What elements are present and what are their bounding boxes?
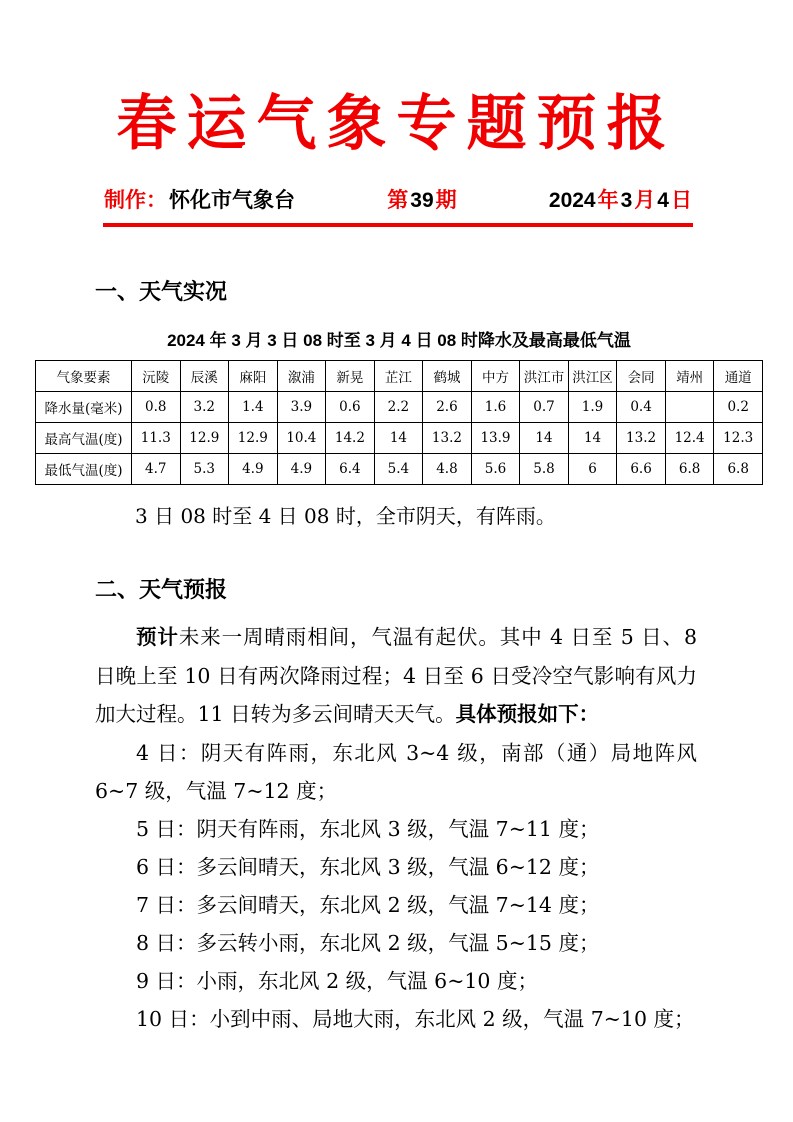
body-content bbox=[0, 501, 793, 1038]
value-cell: 5.8 bbox=[520, 454, 569, 485]
forecast-intro bbox=[95, 618, 697, 734]
section1 bbox=[0, 275, 793, 306]
date-block bbox=[548, 184, 693, 214]
value-cell: 0.8 bbox=[132, 392, 181, 423]
daily-forecast-line: 10 日：小到中雨、局地大雨，东北风 2 级，气温 7~10 度； bbox=[136, 1007, 695, 1031]
table-header-cell: 洪江区 bbox=[568, 361, 617, 392]
value-cell: 10.4 bbox=[277, 423, 326, 454]
value-cell: 4.9 bbox=[229, 454, 278, 485]
value-cell: 12.9 bbox=[229, 423, 278, 454]
value-cell: 5.6 bbox=[471, 454, 520, 485]
date-year-unit: 年 bbox=[597, 189, 619, 212]
table-header-cell: 溆浦 bbox=[277, 361, 326, 392]
value-cell: 2.2 bbox=[374, 392, 423, 423]
section1-heading: 一、天气实况 bbox=[95, 279, 228, 304]
value-cell: 1.6 bbox=[471, 392, 520, 423]
table-title: 2024 年 3 月 3 日 08 时至 3 月 4 日 08 时降水及最高最低气温 bbox=[167, 331, 631, 350]
daily-forecast-line: 5 日：阴天有阵雨，东北风 3 级，气温 7~11 度； bbox=[136, 817, 600, 841]
value-cell: 12.4 bbox=[665, 423, 714, 454]
value-cell: 6.4 bbox=[326, 454, 375, 485]
section2-heading: 二、天气预报 bbox=[95, 577, 228, 602]
table-header-cell: 芷江 bbox=[374, 361, 423, 392]
value-cell: 14.2 bbox=[326, 423, 375, 454]
value-cell: 4.8 bbox=[423, 454, 472, 485]
value-cell: 1.9 bbox=[568, 392, 617, 423]
value-cell: 5.3 bbox=[180, 454, 229, 485]
value-cell: 6.8 bbox=[714, 454, 763, 485]
date-year: 2024 bbox=[548, 189, 596, 212]
table-header-cell: 洪江市 bbox=[520, 361, 569, 392]
value-cell: 4.7 bbox=[132, 454, 181, 485]
value-cell: 1.4 bbox=[229, 392, 278, 423]
table-header-cell: 中方 bbox=[471, 361, 520, 392]
producer-name: 怀化市气象台 bbox=[169, 189, 295, 212]
value-cell: 2.6 bbox=[423, 392, 472, 423]
row-label-cell: 降水量(毫米) bbox=[36, 392, 132, 423]
table-header-cell: 麻阳 bbox=[229, 361, 278, 392]
table-header-cell: 沅陵 bbox=[132, 361, 181, 392]
table-header-cell: 鹤城 bbox=[423, 361, 472, 392]
daily-forecast-line: 7 日：多云间晴天，东北风 2 级，气温 7~14 度； bbox=[136, 893, 600, 917]
producer-block bbox=[103, 184, 296, 214]
table-header-cell: 靖州 bbox=[665, 361, 714, 392]
value-cell: 14 bbox=[374, 423, 423, 454]
value-cell: 12.3 bbox=[714, 423, 763, 454]
table-header-cell: 通道 bbox=[714, 361, 763, 392]
table-row bbox=[36, 454, 763, 485]
red-divider-line bbox=[103, 223, 693, 227]
table-header-row bbox=[36, 361, 763, 392]
observation-table bbox=[35, 360, 763, 485]
value-cell: 14 bbox=[520, 423, 569, 454]
observation-table-block bbox=[35, 326, 763, 485]
table-row bbox=[36, 392, 763, 423]
value-cell: 0.6 bbox=[326, 392, 375, 423]
date-month-unit: 月 bbox=[634, 189, 656, 212]
daily-forecast-line: 8 日：多云转小雨，东北风 2 级，气温 5~15 度； bbox=[136, 931, 600, 955]
value-cell: 13.2 bbox=[423, 423, 472, 454]
produce-label: 制作： bbox=[104, 189, 167, 212]
value-cell: 6 bbox=[568, 454, 617, 485]
value-cell: 12.9 bbox=[180, 423, 229, 454]
forecast-intro-lead: 预计 bbox=[136, 626, 179, 649]
forecast-intro-tail: 具体预报如下： bbox=[455, 703, 600, 726]
value-cell: 3.2 bbox=[180, 392, 229, 423]
row-label-cell: 最高气温(度) bbox=[36, 423, 132, 454]
value-cell: 0.4 bbox=[617, 392, 666, 423]
value-cell: 6.6 bbox=[617, 454, 666, 485]
table-header-cell: 辰溪 bbox=[180, 361, 229, 392]
issue-prefix: 第 bbox=[387, 189, 409, 212]
issue-suffix: 期 bbox=[435, 189, 457, 212]
date-month: 3 bbox=[620, 189, 633, 212]
daily-forecast-line: 6 日：多云间晴天，东北风 3 级，气温 6~12 度； bbox=[136, 855, 600, 879]
table-header-cell: 会同 bbox=[617, 361, 666, 392]
table-row bbox=[36, 423, 763, 454]
observation-note: 3 日 08 时至 4 日 08 时，全市阴天，有阵雨。 bbox=[135, 504, 556, 528]
meta-row bbox=[103, 184, 693, 214]
value-cell: 13.9 bbox=[471, 423, 520, 454]
table-header-cell: 气象要素 bbox=[36, 361, 132, 392]
value-cell: 0.2 bbox=[714, 392, 763, 423]
row-label-cell: 最低气温(度) bbox=[36, 454, 132, 485]
date-day-unit: 日 bbox=[670, 189, 692, 212]
table-header-cell: 新晃 bbox=[326, 361, 375, 392]
daily-forecast-line: 9 日：小雨，东北风 2 级，气温 6~10 度； bbox=[136, 969, 538, 993]
value-cell: 5.4 bbox=[374, 454, 423, 485]
value-cell: 6.8 bbox=[665, 454, 714, 485]
value-cell bbox=[665, 392, 714, 423]
value-cell: 0.7 bbox=[520, 392, 569, 423]
daily-forecast-line: 4 日：阴天有阵雨，东北风 3~4 级，南部（通）局地阵风 6~7 级，气温 7~12 度； bbox=[95, 741, 697, 803]
value-cell: 11.3 bbox=[132, 423, 181, 454]
issue-block bbox=[386, 184, 457, 214]
daily-forecast-list bbox=[95, 734, 697, 1038]
value-cell: 14 bbox=[568, 423, 617, 454]
document-title: 春运气象专题预报 bbox=[116, 89, 677, 159]
value-cell: 13.2 bbox=[617, 423, 666, 454]
forecast-intro-body: 未来一周晴雨相间，气温有起伏。其中 4 日至 5 日、8 日晚上至 10 日有两次降雨过程；4 日至 6 日受冷空气影响有风力加大过程。11 日转为多云间晴天天气。 bbox=[95, 625, 698, 726]
value-cell: 4.9 bbox=[277, 454, 326, 485]
value-cell: 3.9 bbox=[277, 392, 326, 423]
date-day: 4 bbox=[657, 189, 669, 212]
issue-number: 39 bbox=[410, 189, 434, 212]
